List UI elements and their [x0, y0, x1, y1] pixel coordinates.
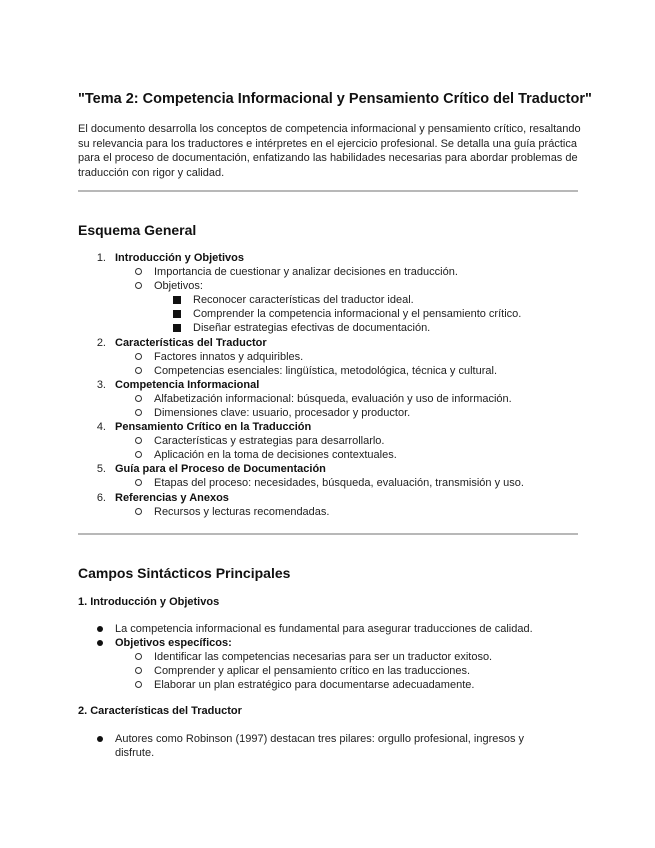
- outline-subitem: Objetivos:: [154, 280, 203, 292]
- outline-number-5: 5.: [96, 463, 106, 475]
- outline-subitem: Importancia de cuestionar y analizar decisiones en traducción.: [154, 266, 458, 278]
- disc-bullet-icon: [97, 640, 103, 646]
- circle-bullet-icon: [135, 282, 142, 289]
- circle-bullet-icon: [135, 667, 142, 674]
- outline-item-5-label: Guía para el Proceso de Documentación: [115, 463, 326, 475]
- outline-subitem: Competencias esenciales: lingüística, metodológica, técnica y cultural.: [154, 365, 498, 377]
- outline-item-3-label: Competencia Informacional: [115, 379, 260, 391]
- circle-bullet-icon: [135, 268, 142, 275]
- syntactic-subitem: Identificar las competencias necesarias para ser un traductor exitoso.: [154, 651, 493, 663]
- document-summary: El documento desarrolla los conceptos de competencia informacional y pensamiento crítico, resaltando su relevancia para los traductores e intérpretes en el ejercicio profesional. Se detalla una guía práctica para el proceso de documentación, enfatizando las habilidades necesarias para abordar problemas de traducción con rigor y calidad.: [78, 123, 581, 179]
- disc-bullet-icon: [97, 736, 103, 742]
- circle-bullet-icon: [135, 479, 142, 486]
- circle-bullet-icon: [135, 395, 142, 402]
- syntactic-item: La competencia informacional es fundamental para asegurar traducciones de calidad.: [115, 623, 533, 635]
- outline-subitem: Aplicación en la toma de decisiones contextuales.: [154, 449, 397, 461]
- circle-bullet-icon: [135, 367, 142, 374]
- syntactic-heading: Campos Sintácticos Principales: [78, 565, 291, 581]
- outline-heading: Esquema General: [78, 222, 197, 238]
- outline-number-2: 2.: [96, 337, 106, 349]
- syntactic-subitem: Comprender y aplicar el pensamiento crítico en las traducciones.: [154, 665, 471, 677]
- outline-item-2-label: Características del Traductor: [115, 337, 267, 349]
- outline-number-6: 6.: [96, 492, 106, 504]
- outline-subitem: Dimensiones clave: usuario, procesador y productor.: [154, 407, 411, 419]
- circle-bullet-icon: [135, 437, 142, 444]
- outline-subsubitem: Comprender la competencia informacional y el pensamiento crítico.: [193, 308, 522, 320]
- outline-number-3: 3.: [96, 379, 106, 391]
- square-bullet-icon: [173, 296, 181, 304]
- syntactic-section-2-title: 2. Características del Traductor: [78, 705, 242, 717]
- circle-bullet-icon: [135, 681, 142, 688]
- syntactic-section-1-title: 1. Introducción y Objetivos: [78, 596, 220, 608]
- outline-subitem: Etapas del proceso: necesidades, búsqueda, evaluación, transmisión y uso.: [154, 477, 524, 489]
- outline-number-1: 1.: [96, 252, 106, 264]
- outline-subitem: Alfabetización informacional: búsqueda, evaluación y uso de información.: [154, 393, 512, 405]
- outline-item-6-label: Referencias y Anexos: [115, 492, 229, 504]
- outline-subsubitem: Diseñar estrategias efectivas de documentación.: [193, 322, 431, 334]
- syntactic-subitem: Elaborar un plan estratégico para documentarse adecuadamente.: [154, 679, 475, 691]
- outline-subitem: Factores innatos y adquiribles.: [154, 351, 304, 363]
- circle-bullet-icon: [135, 409, 142, 416]
- disc-bullet-icon: [97, 626, 103, 632]
- section-divider: [78, 190, 578, 192]
- circle-bullet-icon: [135, 451, 142, 458]
- syntactic-item-continuation: disfrute.: [115, 747, 155, 759]
- circle-bullet-icon: [135, 353, 142, 360]
- syntactic-item: Autores como Robinson (1997) destacan tres pilares: orgullo profesional, ingresos y: [115, 733, 525, 745]
- square-bullet-icon: [173, 310, 181, 318]
- outline-item-4-label: Pensamiento Crítico en la Traducción: [115, 421, 312, 433]
- circle-bullet-icon: [135, 653, 142, 660]
- circle-bullet-icon: [135, 508, 142, 515]
- section-divider: [78, 533, 578, 535]
- outline-subsubitem: Reconocer características del traductor ideal.: [193, 294, 414, 306]
- outline-subitem: Recursos y lecturas recomendadas.: [154, 506, 330, 518]
- syntactic-item: Objetivos específicos:: [115, 637, 232, 649]
- outline-subitem: Características y estrategias para desarrollarlo.: [154, 435, 385, 447]
- document-title: "Tema 2: Competencia Informacional y Pensamiento Crítico del Traductor": [78, 91, 592, 107]
- outline-item-1-label: Introducción y Objetivos: [115, 252, 244, 264]
- outline-number-4: 4.: [96, 421, 106, 433]
- square-bullet-icon: [173, 324, 181, 332]
